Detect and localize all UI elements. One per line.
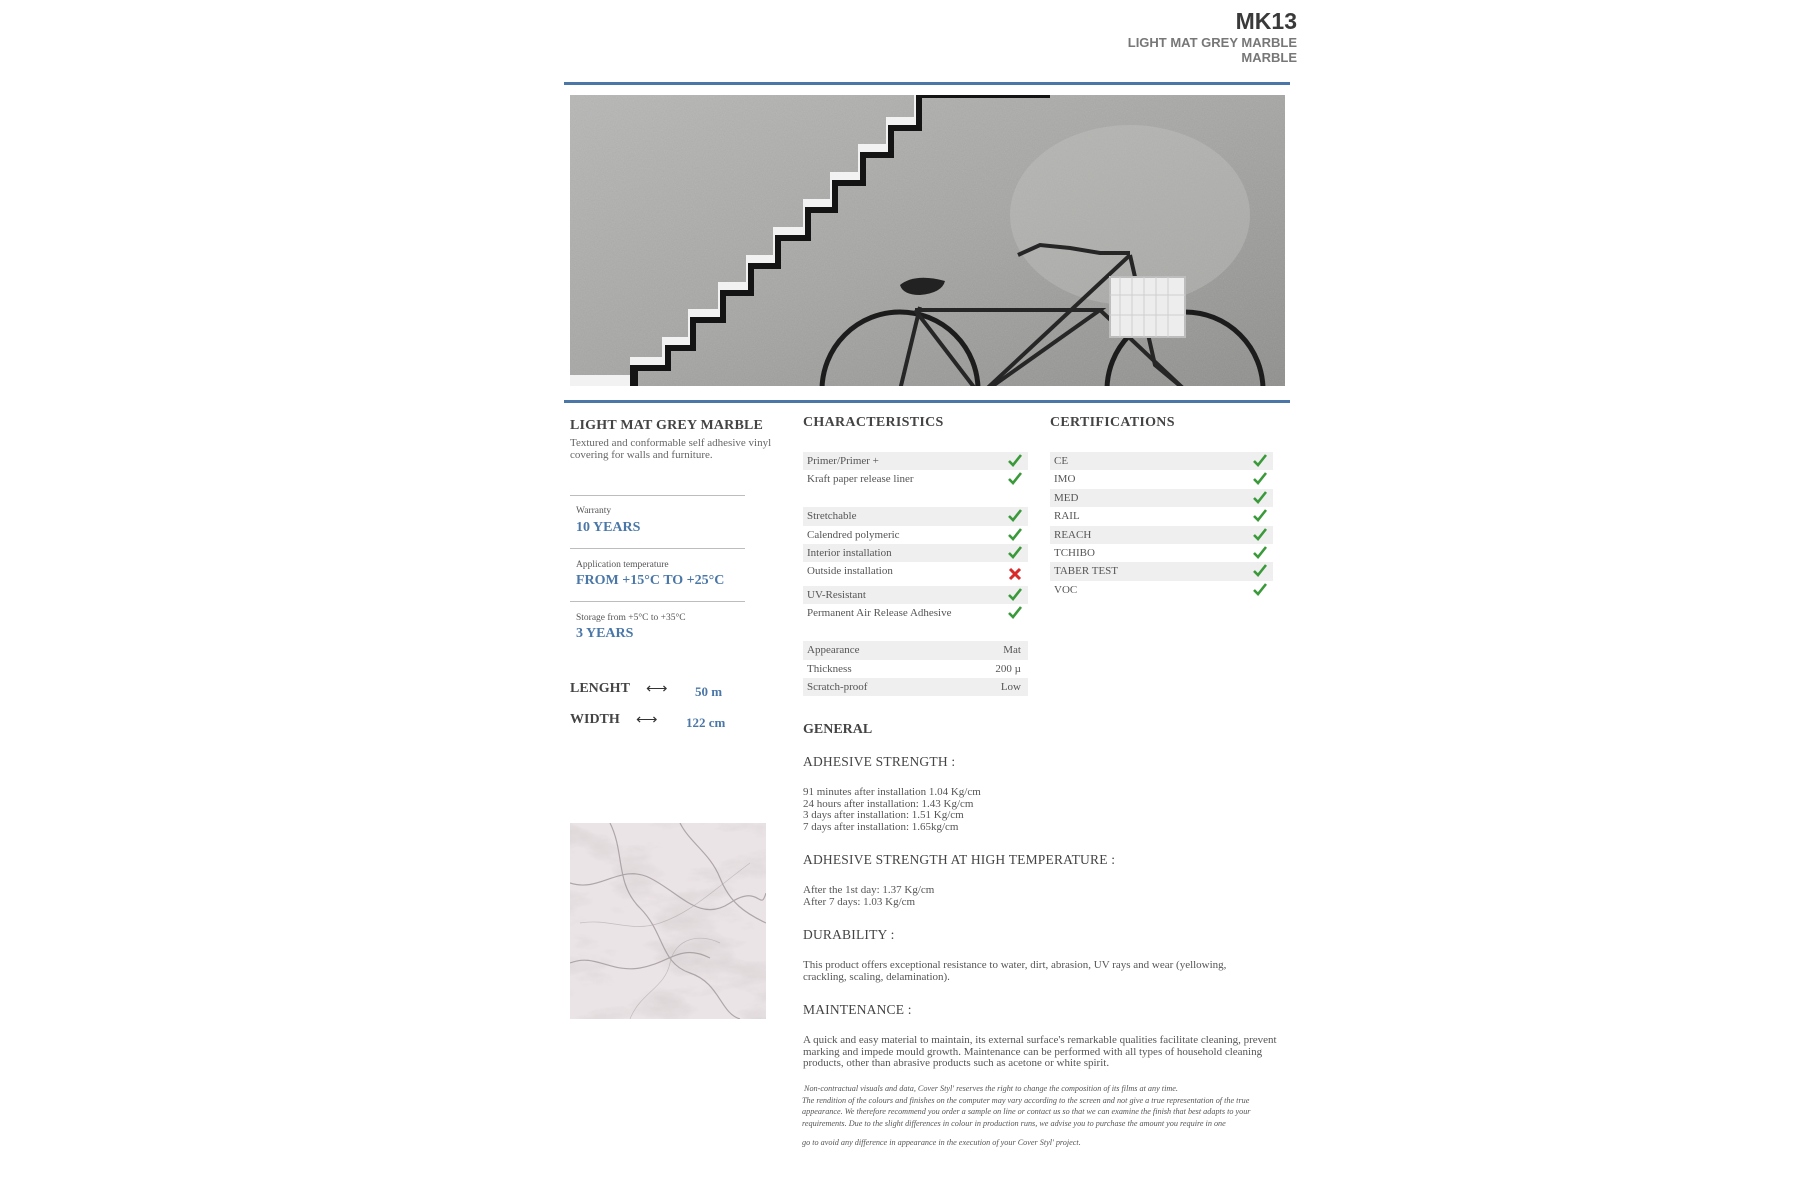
disclaimer-line: go to avoid any difference in appearance in the execution of your Cover Styl' project. bbox=[802, 1138, 1081, 1147]
maintenance-text: A quick and easy material to maintain, its external surface's remarkable qualities facilitate cleaning, prevent marking and impede mould growth. Maintenance can be performed with all types of household cleaning products, other than abrasive products such as acetone or white spirit. bbox=[803, 1034, 1277, 1069]
adhesive-line: 24 hours after installation: 1.43 Kg/cm bbox=[803, 797, 974, 810]
disclaimer-line: The rendition of the colours and finishes on the computer may vary according to the screen and not give a true representation of the true appearance. We therefore recommend you order a sample on line or contact us so that we can examine the finish that best adapts to your requirements. Due to the slight differences in colour in production runs, we advise you to purchase the amount you require in one bbox=[802, 1095, 1251, 1128]
general-title: GENERAL bbox=[803, 722, 873, 737]
row-label: Stretchable bbox=[807, 510, 857, 523]
check-icon bbox=[1252, 452, 1268, 470]
section-divider bbox=[564, 400, 1290, 403]
check-icon bbox=[1007, 604, 1023, 622]
high-temperature-title: ADHESIVE STRENGTH AT HIGH TEMPERATURE : bbox=[803, 852, 1116, 867]
spec-divider bbox=[570, 548, 745, 549]
double-arrow-icon: ⟷ bbox=[636, 712, 658, 728]
application-temperature-value: FROM +15°C TO +25°C bbox=[576, 573, 725, 588]
durability-text: This product offers exceptional resistance to water, dirt, abrasion, UV rays and wear (yellowing, crackling, scaling, delamination). bbox=[803, 959, 1227, 983]
cross-icon bbox=[1007, 565, 1023, 583]
table-row bbox=[1050, 489, 1273, 507]
row-label: RAIL bbox=[1054, 510, 1080, 523]
table-row bbox=[803, 586, 1028, 604]
warranty-value: 10 YEARS bbox=[576, 520, 641, 535]
table-row bbox=[1050, 470, 1273, 488]
product-title: LIGHT MAT GREY MARBLE bbox=[570, 418, 764, 433]
check-icon bbox=[1007, 526, 1023, 544]
table-row bbox=[1050, 544, 1273, 562]
row-label: Scratch-proof bbox=[807, 680, 868, 693]
storage-value: 3 YEARS bbox=[576, 626, 634, 641]
spec-divider bbox=[570, 601, 745, 602]
table-row bbox=[803, 470, 1028, 507]
adhesive-strength-title: ADHESIVE STRENGTH : bbox=[803, 754, 956, 769]
disclaimer bbox=[802, 1083, 1292, 1149]
row-label: Appearance bbox=[807, 644, 860, 657]
product-description: Textured and conformable self adhesive vinyl covering for walls and furniture. bbox=[570, 437, 772, 461]
check-icon bbox=[1252, 581, 1268, 599]
table-row bbox=[1050, 581, 1273, 599]
row-label: Kraft paper release liner bbox=[807, 473, 914, 486]
row-label: Thickness bbox=[807, 662, 852, 675]
table-row bbox=[803, 452, 1028, 470]
high-temp-line: After the 1st day: 1.37 Kg/cm bbox=[803, 884, 935, 896]
adhesive-strength-list bbox=[803, 787, 1283, 833]
table-row bbox=[1050, 452, 1273, 470]
certifications-title: CERTIFICATIONS bbox=[1050, 415, 1175, 430]
table-row bbox=[803, 678, 1028, 696]
check-icon bbox=[1007, 452, 1023, 470]
table-row bbox=[803, 660, 1028, 678]
row-value: 200 µ bbox=[995, 662, 1021, 675]
table-row bbox=[803, 641, 1028, 659]
row-label: UV-Resistant bbox=[807, 588, 866, 601]
check-icon bbox=[1252, 489, 1268, 507]
check-icon bbox=[1007, 586, 1023, 604]
table-row bbox=[803, 544, 1028, 562]
spec-divider bbox=[570, 495, 745, 496]
check-icon bbox=[1007, 507, 1023, 525]
table-row bbox=[1050, 526, 1273, 544]
width-value: 122 cm bbox=[686, 715, 726, 730]
row-label: Primer/Primer + bbox=[807, 455, 879, 467]
table-row bbox=[1050, 562, 1273, 580]
maintenance-title: MAINTENANCE : bbox=[803, 1002, 912, 1017]
check-icon bbox=[1007, 470, 1023, 488]
high-temp-line: After 7 days: 1.03 Kg/cm bbox=[803, 895, 916, 908]
table-row bbox=[803, 562, 1028, 586]
row-label: CE bbox=[1054, 455, 1069, 467]
durability-title: DURABILITY : bbox=[803, 927, 895, 942]
table-row bbox=[803, 604, 1028, 641]
row-label: REACH bbox=[1054, 528, 1092, 541]
width-label: WIDTH bbox=[570, 712, 620, 727]
certifications-table bbox=[1050, 452, 1273, 599]
table-row bbox=[803, 526, 1028, 544]
header-subtitle-line2: MARBLE bbox=[1241, 50, 1297, 65]
row-label: TABER TEST bbox=[1054, 565, 1119, 578]
check-icon bbox=[1252, 470, 1268, 488]
row-label: TCHIBO bbox=[1054, 546, 1095, 559]
adhesive-line: 3 days after installation: 1.51 Kg/cm bbox=[803, 809, 964, 821]
characteristics-table bbox=[803, 452, 1028, 696]
warranty-label: Warranty bbox=[576, 506, 612, 516]
check-icon bbox=[1252, 544, 1268, 562]
product-code: MK13 bbox=[1235, 8, 1297, 34]
datasheet-page bbox=[503, 0, 1305, 1200]
check-icon bbox=[1252, 526, 1268, 544]
double-arrow-icon: ⟷ bbox=[646, 681, 668, 697]
row-label: VOC bbox=[1054, 583, 1078, 596]
adhesive-line: 7 days after installation: 1.65kg/cm bbox=[803, 820, 959, 833]
table-row bbox=[803, 507, 1028, 525]
header-divider bbox=[564, 82, 1290, 85]
header-subtitle-line1: LIGHT MAT GREY MARBLE bbox=[1127, 35, 1297, 50]
characteristics-title: CHARACTERISTICS bbox=[803, 415, 944, 430]
length-label: LENGHT bbox=[570, 681, 630, 696]
adhesive-line: 91 minutes after installation 1.04 Kg/cm bbox=[803, 786, 981, 798]
disclaimer-line: Non-contractual visuals and data, Cover Styl' reserves the right to change the composition of its films at any time. bbox=[804, 1084, 1178, 1093]
marble-swatch bbox=[570, 823, 766, 1019]
storage-label: Storage from +5°C to +35°C bbox=[576, 613, 686, 623]
row-value: Mat bbox=[1003, 644, 1021, 657]
check-icon bbox=[1252, 562, 1268, 580]
table-row bbox=[1050, 507, 1273, 525]
check-icon bbox=[1252, 507, 1268, 525]
row-label: Permanent Air Release Adhesive bbox=[807, 607, 952, 620]
check-icon bbox=[1007, 544, 1023, 562]
row-label: MED bbox=[1054, 491, 1079, 504]
row-label: Calendred polymeric bbox=[807, 528, 900, 541]
row-label: Interior installation bbox=[807, 546, 892, 559]
hero-image bbox=[570, 95, 1285, 386]
row-label: IMO bbox=[1054, 473, 1076, 486]
row-label: Outside installation bbox=[807, 565, 893, 578]
high-temperature-list bbox=[803, 885, 1283, 908]
row-value: Low bbox=[1000, 680, 1021, 693]
length-value: 50 m bbox=[695, 684, 723, 699]
application-temperature-label: Application temperature bbox=[576, 560, 669, 570]
